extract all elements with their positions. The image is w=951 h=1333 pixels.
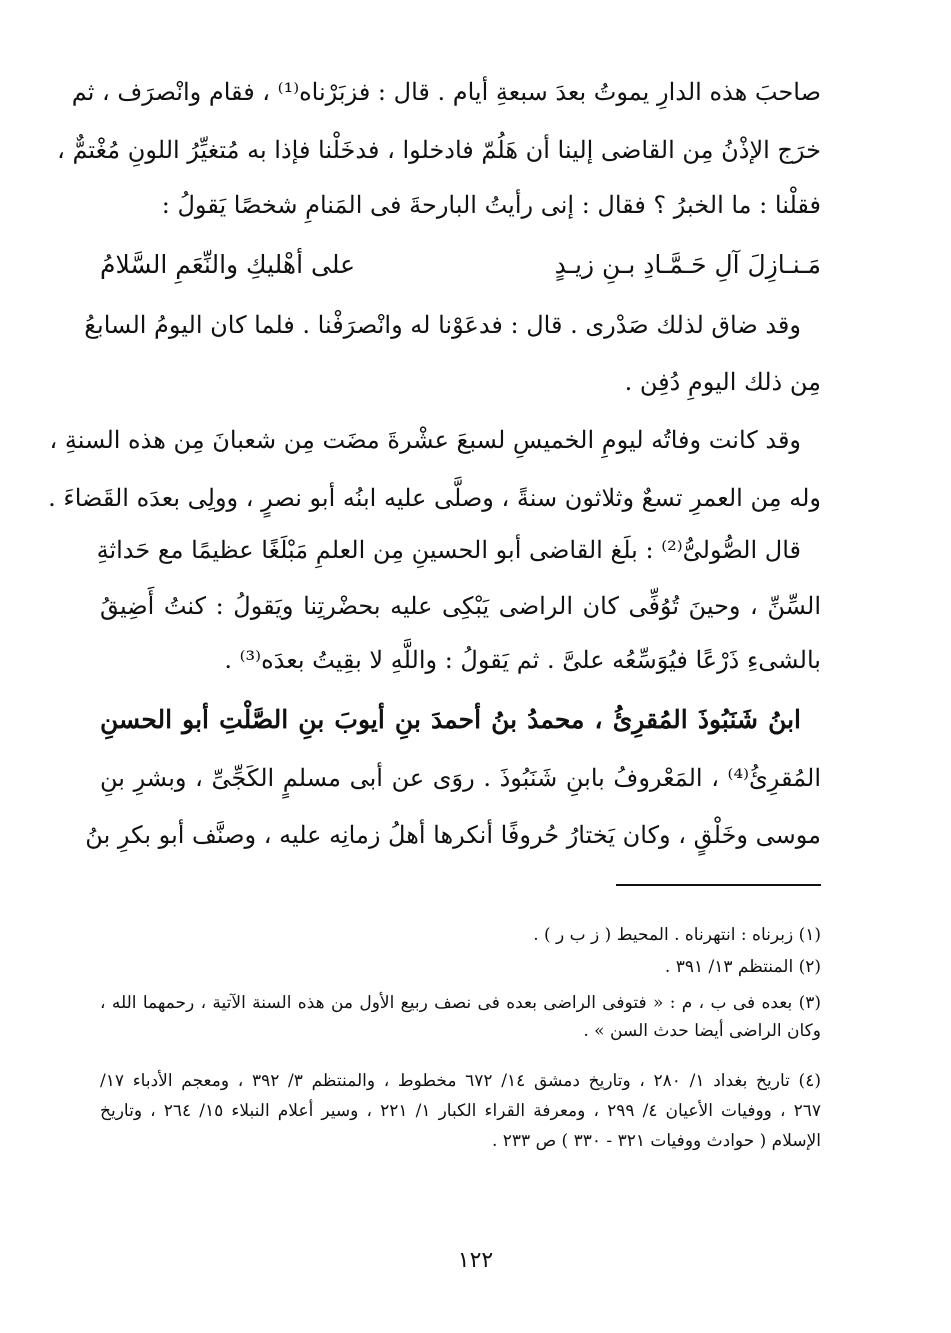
body-line: السِّنِّ ، وحينَ تُوُفِّى كان الراضى يَبْكِى عليه بحضْرتِنا ويَقولُ : كنتُ أَضِيقُ — [100, 592, 821, 620]
body-line: وقد ضاق لذلك صَدْرى . قال : فدعَوْنا له وانْصرَفْنا . فلما كان اليومُ السابعُ — [84, 311, 801, 339]
body-line: موسى وخَلْقٍ ، وكان يَختارُ حُروفًا أنكرها أهلُ زمانِه عليه ، وصنَّف أبو بكرِ بنُ — [85, 821, 821, 849]
entry-heading-line: ابنُ شَنَبُوذَ المُقرِئُ ، محمدُ بنُ أحمدَ بنِ أيوبَ بنِ الصَّلْتِ أبو الحسنِ — [100, 705, 801, 734]
body-line: وله مِن العمرِ تسعٌ وثلاثون سنةً ، وصلَّى عليه ابنُه أبو نصرٍ ، وولِى بعدَه القَضاءَ . — [48, 484, 821, 512]
footnote: (٣) بعده فى ب ، م : « فتوفى الراضى بعده فى نصف ربيع الأول من هذه السنة الآتية ، رحمهما الله ، — [100, 993, 821, 1013]
body-line: المُقرِئُ⁽⁴⁾ ، المَعْروفُ بابنِ شَنَبُوذَ . روَى عن أبى مسلمٍ الكَجِّىِّ ، وبشرِ بنِ — [100, 764, 821, 792]
footnote: (٢) المنتظم ١٣/ ٣٩١ . — [664, 957, 821, 977]
verse-first-hemistich: مَـنـازِلَ آلِ حَـمَّـادِ بـنِ زيـدٍ — [554, 250, 821, 279]
body-line: مِن ذلك اليومِ دُفِن . — [624, 368, 821, 396]
footnote: (١) زبرناه : انتهرناه . المحيط ( ز ب ر ) . — [533, 925, 821, 945]
footnote-separator — [616, 884, 821, 886]
body-line: خرَج الإذْنُ مِن القاضى إلينا أن هَلُمّ فادخلوا ، فدخَلْنا فإذا به مُتغيِّرُ اللونِ مُغْتمٌّ ، — [57, 136, 821, 164]
footnote-continuation: الإسلام ( حوادث ووفيات ٣٢١ - ٣٣٠ ) ص ٢٣٣ . — [491, 1131, 821, 1151]
footnote-continuation: ٢٦٧ ، ووفيات الأعيان ٤/ ٢٩٩ ، ومعرفة القراء الكبار ١/ ٢٢١ ، وسير أعلام النبلاء ١٥/ ٢٦٤ ، وتاريخ — [100, 1101, 821, 1121]
body-line: قال الصُّولىُّ⁽²⁾ : بلَغ القاضى أبو الحسينِ مِن العلمِ مَبْلَغًا عظيمًا مع حَداثةِ — [96, 536, 801, 564]
verse-second-hemistich: على أهْليكِ والنِّعَمِ السَّلامُ — [100, 250, 356, 279]
body-line: بالشىءِ ذَرْعًا فيُوَسِّعُه علىَّ . ثم يَقولُ : واللَّهِ لا بقِيتُ بعدَه⁽³⁾ . — [224, 646, 821, 674]
body-line: صاحبَ هذه الدارِ يموتُ بعدَ سبعةِ أيام . قال : فزبَرْناه⁽¹⁾ ، فقام وانْصرَف ، ثم — [71, 78, 821, 106]
footnote-continuation: وكان الراضى أيضا حدث السن » . — [583, 1021, 821, 1041]
page-number: ١٢٢ — [457, 1248, 494, 1273]
footnote: (٤) تاريخ بغداد ١/ ٢٨٠ ، وتاريخ دمشق ١٤/ ٦٧٢ مخطوط ، والمنتظم ٣/ ٣٩٢ ، ومعجم الأدباء ١٧/ — [100, 1071, 821, 1091]
body-line: وقد كانت وفاتُه ليومِ الخميسِ لسبعَ عشْرةَ مضَت مِن شعبانَ مِن هذه السنةِ ، — [49, 426, 801, 454]
body-line: فقلْنا : ما الخبرُ ؟ فقال : إنى رأيتُ البارحةَ فى المَنامِ شخصًا يَقولُ : — [161, 191, 821, 219]
